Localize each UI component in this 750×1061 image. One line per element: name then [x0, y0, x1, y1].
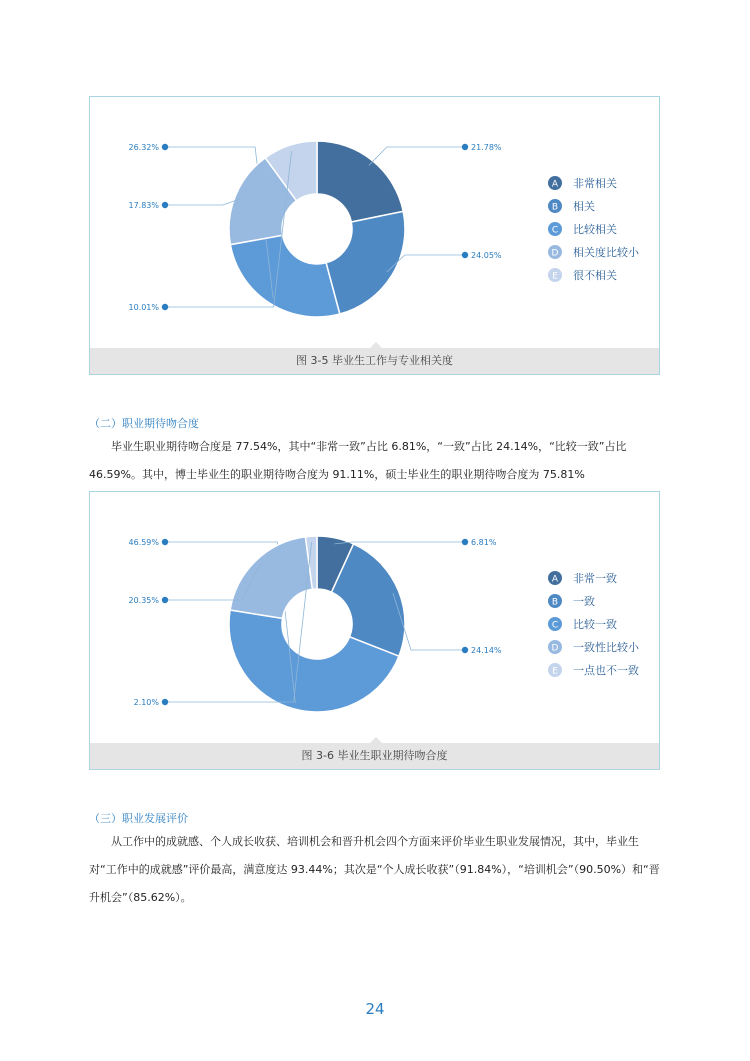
paragraph-career-development: 从工作中的成就感、个人成长收获、培训机会和晋升机会四个方面来评价毕业生职业发展情况，其中，毕业生对“工作中的成就感”评价最高，满意度达 93.44%；其次是“个人成长收获”（91.84%），“培训机会”（90.50%）和“晋升机会”（85.62%）。: [89, 835, 660, 904]
figure-caption: 图 3-5 毕业生工作与专业相关度: [296, 354, 453, 367]
data-label: 24.05%: [471, 251, 502, 260]
data-label: 17.83%: [128, 201, 159, 210]
data-label: 26.32%: [128, 143, 159, 152]
legend-letter: B: [551, 202, 559, 213]
legend-label: 一致性比较小: [573, 641, 639, 654]
label-marker: [162, 539, 168, 545]
legend-label: 非常相关: [573, 177, 617, 190]
label-marker: [462, 144, 468, 150]
caption-notch: [370, 737, 382, 743]
donut-slice-b: [326, 211, 405, 314]
label-marker: [462, 647, 468, 653]
label-marker: [162, 304, 168, 310]
caption-notch: [370, 342, 382, 348]
figure-3-6: [89, 491, 660, 770]
section-heading-career-development: （三）职业发展评价: [89, 812, 188, 825]
legend-letter: A: [551, 574, 559, 585]
label-marker: [462, 539, 468, 545]
figure-caption-bar: [90, 348, 659, 374]
data-label: 6.81%: [471, 538, 497, 547]
label-marker: [162, 699, 168, 705]
legend-letter: B: [551, 597, 559, 608]
label-marker: [462, 252, 468, 258]
legend-label: 比较相关: [573, 223, 617, 236]
legend-label: 相关: [573, 200, 595, 213]
figure-3-5: [89, 96, 660, 375]
legend-letter: C: [551, 620, 559, 631]
legend-label: 一点也不一致: [573, 664, 639, 677]
legend-label: 相关度比较小: [573, 246, 639, 259]
data-label: 2.10%: [133, 698, 159, 707]
legend-letter: C: [551, 225, 559, 236]
label-marker: [162, 202, 168, 208]
donut-chart-work-major-relevance: [90, 97, 661, 350]
legend-letter: E: [552, 666, 558, 677]
leader-line: [168, 198, 241, 205]
legend-letter: D: [551, 248, 559, 259]
donut-slice-a: [317, 141, 403, 222]
paragraph-career-expectation: 毕业生职业期待吻合度是 77.54%，其中“非常一致”占比 6.81%，“一致”占比 24.14%，“比较一致”占比 46.59%。其中，博士毕业生的职业期待吻合度为 91.11%，硕士毕业生的职业期待吻合度为 75.81%: [89, 440, 627, 481]
legend-label: 比较一致: [573, 618, 617, 631]
donut-chart-career-expectation-match: [90, 492, 661, 745]
donut-slice-d: [230, 537, 312, 619]
data-label: 21.78%: [471, 143, 502, 152]
section-heading-career-expectation: （二）职业期待吻合度: [89, 417, 199, 430]
figure-caption-bar: [90, 743, 659, 769]
data-label: 46.59%: [128, 538, 159, 547]
page-number: 24: [365, 1000, 385, 1018]
legend-label: 很不相关: [573, 269, 617, 282]
label-marker: [162, 597, 168, 603]
legend-letter: D: [551, 643, 559, 654]
donut-slice-c: [230, 235, 339, 317]
legend-label: 非常一致: [573, 572, 617, 585]
legend-label: 一致: [573, 595, 595, 608]
legend-letter: A: [551, 179, 559, 190]
figure-caption: 图 3-6 毕业生职业期待吻合度: [301, 749, 448, 762]
leader-line: [369, 147, 462, 165]
data-label: 10.01%: [128, 303, 159, 312]
label-marker: [162, 144, 168, 150]
data-label: 20.35%: [128, 596, 159, 605]
data-label: 24.14%: [471, 646, 502, 655]
legend-letter: E: [552, 271, 558, 282]
